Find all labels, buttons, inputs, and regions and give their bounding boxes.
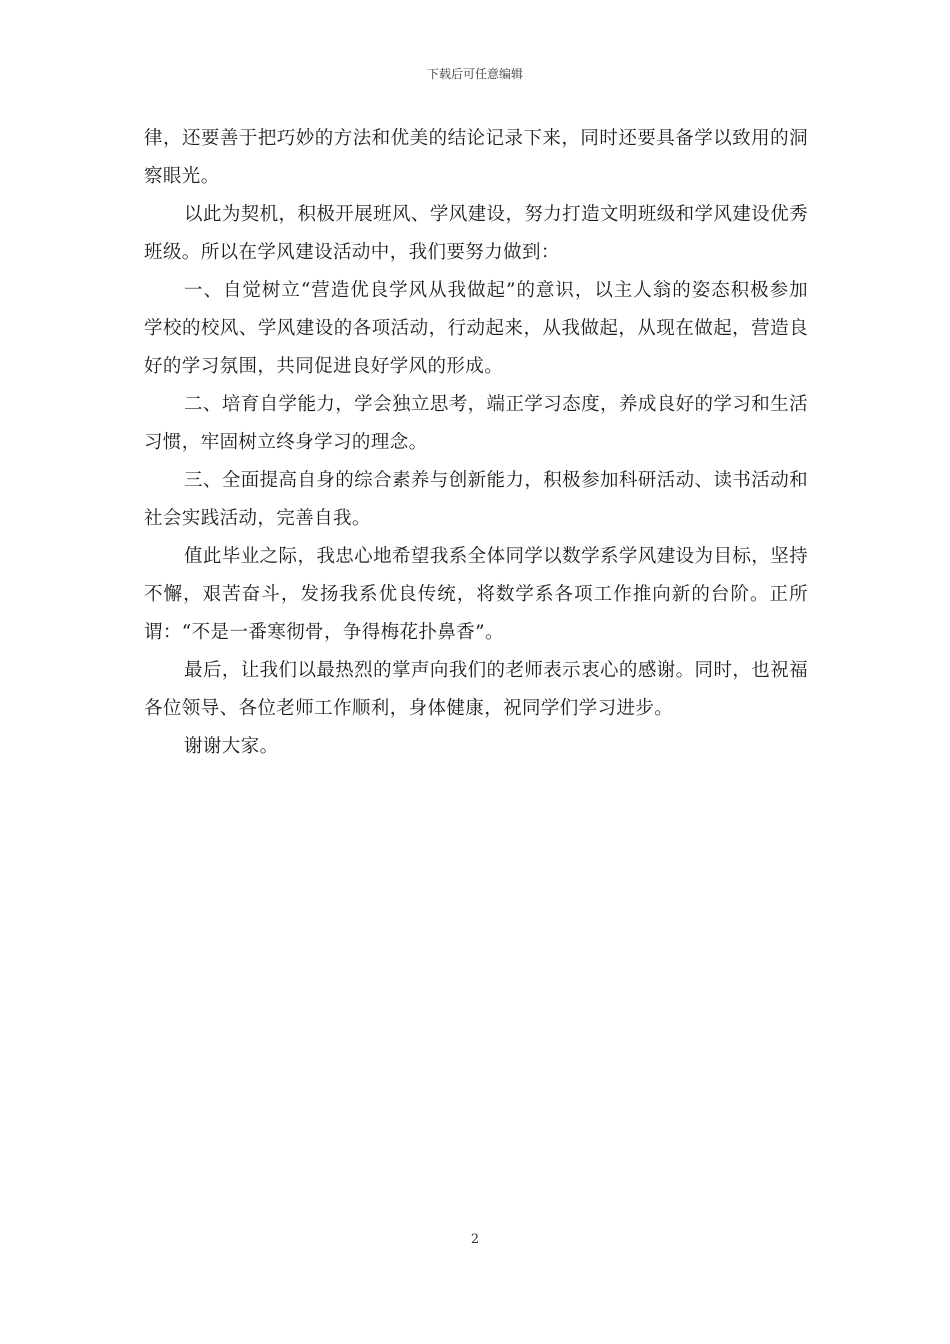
- page-header: 下载后可任意编辑: [426, 67, 523, 81]
- paragraph-point-three: 三、全面提高自身的综合素养与创新能力，积极参加科研活动、读书活动和社会实践活动，完善自我。: [144, 470, 808, 529]
- paragraph-thanks-teachers: 最后，让我们以最热烈的掌声向我们的老师表示衷心的感谢。同时，也祝福各位领导、各位老师工作顺利，身体健康，祝同学们学习进步。: [144, 660, 808, 719]
- paragraph-continuation: 律，还要善于把巧妙的方法和优美的结论记录下来，同时还要具备学以致用的洞察眼光。: [144, 128, 808, 187]
- paragraph-graduation-wish: 值此毕业之际，我忠心地希望我系全体同学以数学系学风建设为目标，坚持不懈，艰苦奋斗，发扬我系优良传统，将数学系各项工作推向新的台阶。正所谓：“不是一番寒彻骨，争得梅花扑鼻香”。: [144, 546, 808, 643]
- paragraph-point-two: 二、培育自学能力，学会独立思考，端正学习态度，养成良好的学习和生活习惯，牢固树立终身学习的理念。: [144, 394, 808, 453]
- page-number: 2: [470, 1232, 480, 1247]
- paragraph-point-one: 一、自觉树立“营造优良学风从我做起”的意识，以主人翁的姿态积极参加学校的校风、学风建设的各项活动，行动起来，从我做起，从现在做起，营造良好的学习氛围，共同促进良好学风的形成。: [144, 280, 808, 377]
- document-body: [144, 120, 808, 766]
- paragraph-closing: 谢谢大家。: [184, 736, 279, 757]
- paragraph-opportunity: 以此为契机，积极开展班风、学风建设，努力打造文明班级和学风建设优秀班级。所以在学风建设活动中，我们要努力做到：: [144, 204, 808, 263]
